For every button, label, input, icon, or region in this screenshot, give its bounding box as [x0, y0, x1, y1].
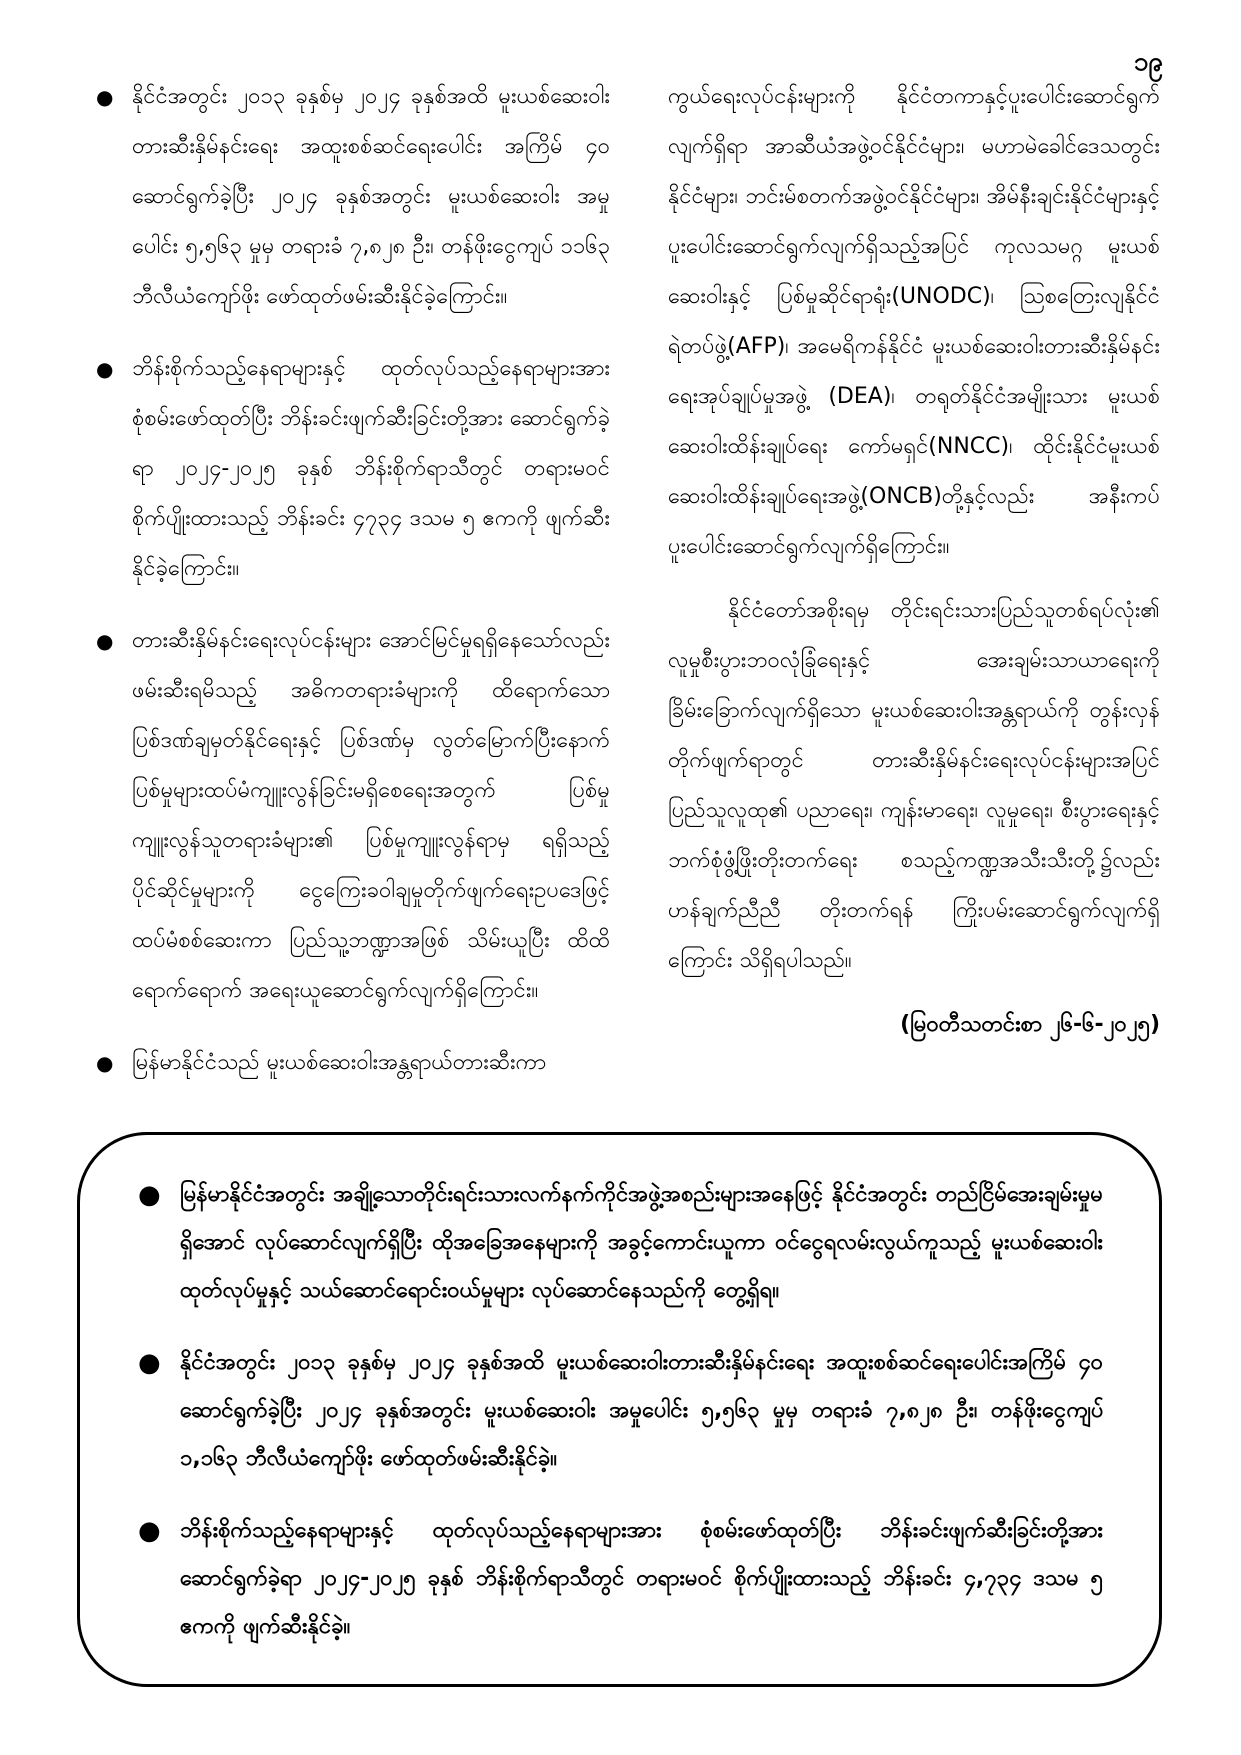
page-number: ၁၉	[1133, 47, 1163, 77]
list-item	[138, 1339, 1103, 1483]
bullet-icon: ●	[138, 1348, 161, 1378]
bullet-icon: ●	[138, 1516, 161, 1546]
bullet-icon: ●	[138, 1180, 161, 1210]
summary-bullet-list	[138, 1171, 1103, 1651]
bullet-icon: ●	[96, 85, 114, 109]
bullet-icon: ●	[96, 1051, 114, 1075]
list-item-text: မြန်မာနိုင်ငံသည် မူးယစ်ဆေးဝါးအန္တရာယ်တားဆီးကာ	[132, 1050, 547, 1075]
left-bullet-list	[92, 72, 610, 1088]
right-column	[668, 72, 1160, 1050]
list-item-text: တားဆီးနှိမ်နင်းရေးလုပ်ငန်းများ အောင်မြင်မှုရရှိနေသော်လည်း ဖမ်းဆီးရမိသည့် အဓိကတရားခံများကို ထိရောက်သော ပြစ်ဒဏ်ချမှတ်နိုင်ရေးနှင့် ပြစ်ဒဏ်မှ လွတ်မြောက်ပြီးနောက် ပြစ်မှုများထပ်မံကျူးလွန်ခြင်းမရှိစေရေးအတွက် ပြစ်မှုကျူးလွန်သူတရားခံများ၏ ပြစ်မှုကျူးလွန်ရာမှ ရရှိသည့်ပိုင်ဆိုင်မှုများကို ငွေကြေးခဝါချမှုတိုက်ဖျက်ရေးဥပဒေဖြင့် ထပ်မံစစ်ဆေးကာ ပြည်သူ့ဘဏ္ဍာအဖြစ် သိမ်းယူပြီး ထိထိရောက်ရောက် အရေးယူဆောင်ရွက်လျက်ရှိကြောင်း။	[132, 628, 610, 1003]
list-item-text: ဘိန်းစိုက်သည့်နေရာများနှင့် ထုတ်လုပ်သည့်နေရာများအား စုံစမ်းဖော်ထုတ်ပြီး ဘိန်းခင်းဖျက်ဆီးခြင်းတို့အား ဆောင်ရွက်ခဲ့ရာ ၂၀၂၄-၂၀၂၅ ခုနှစ် ဘိန်းစိုက်ရာသီတွင် တရားမဝင် စိုက်ပျိုးထားသည့် ဘိန်းခင်း ၄,၇၃၄ ဒသမ ၅ ဧကကို ဖျက်ဆီးနိုင်ခဲ့။	[180, 1518, 1103, 1639]
list-item	[92, 616, 610, 1016]
list-item-text: မြန်မာနိုင်ငံအတွင်း အချို့သောတိုင်းရင်းသားလက်နက်ကိုင်အဖွဲ့အစည်းများအနေဖြင့် နိုင်ငံအတွင်း တည်ငြိမ်အေးချမ်းမှုမရှိအောင် လုပ်ဆောင်လျက်ရှိပြီး ထိုအခြေအနေများကို အခွင့်ကောင်းယူကာ ဝင်ငွေရလမ်းလွယ်ကူသည့် မူးယစ်ဆေးဝါးထုတ်လုပ်မှုနှင့် သယ်ဆောင်ရောင်းဝယ်မှုများ လုပ်ဆောင်နေသည်ကို တွေ့ရှိရ။	[180, 1182, 1103, 1303]
list-item-text: ဘိန်းစိုက်သည့်နေရာများနှင့် ထုတ်လုပ်သည့်နေရာများအား စုံစမ်းဖော်ထုတ်ပြီး ဘိန်းခင်းဖျက်ဆီးခြင်းတို့အား ဆောင်ရွက်ခဲ့ရာ ၂၀၂၄-၂၀၂၅ ခုနှစ် ဘိန်းစိုက်ရာသီတွင် တရားမဝင် စိုက်ပျိုးထားသည့် ဘိန်းခင်း ၄၇၃၄ ဒသမ ၅ ဧကကို ဖျက်ဆီးနိုင်ခဲ့ကြောင်း။	[132, 356, 610, 581]
list-item	[92, 72, 610, 322]
list-item-text: နိုင်ငံအတွင်း ၂၀၁၃ ခုနှစ်မှ ၂၀၂၄ ခုနှစ်အထိ မူးယစ်ဆေးဝါးတားဆီးနှိမ်နင်းရေး အထူးစစ်ဆင်ရေးပေါင်းအကြိမ် ၄၀ ဆောင်ရွက်ခဲ့ပြီး ၂၀၂၄ ခုနှစ်အတွင်း မူးယစ်ဆေးဝါး အမှုပေါင်း ၅,၅၆၃ မှုမှ တရားခံ ၇,၈၂၈ ဦး၊ တန်ဖိုးငွေကျပ် ၁,၁၆၃ ဘီလီယံကျော်ဖိုး ဖော်ထုတ်ဖမ်းဆီးနိုင်ခဲ့။	[180, 1350, 1103, 1471]
summary-box	[77, 1132, 1162, 1687]
continuation-paragraph: ကွယ်ရေးလုပ်ငန်းများကို နိုင်ငံတကာနှင့်ပူးပေါင်းဆောင်ရွက်လျက်ရှိရာ အာဆီယံအဖွဲ့ဝင်နိုင်ငံများ၊ မဟာမဲခေါင်ဒေသတွင်းနိုင်ငံများ၊ ဘင်းမ်စတက်အဖွဲ့ဝင်နိုင်ငံများ၊ အိမ်နီးချင်းနိုင်ငံများနှင့် ပူးပေါင်းဆောင်ရွက်လျက်ရှိသည့်အပြင် ကုလသမဂ္ဂ မူးယစ်ဆေးဝါးနှင့် ပြစ်မှုဆိုင်ရာရုံး(UNODC)၊ သြစတြေးလျနိုင်ငံ ရဲတပ်ဖွဲ့(AFP)၊ အမေရိကန်နိုင်ငံ မူးယစ်ဆေးဝါးတားဆီးနှိမ်နင်းရေးအုပ်ချုပ်မှုအဖွဲ့ (DEA)၊ တရုတ်နိုင်ငံအမျိုးသား မူးယစ်ဆေးဝါးထိန်းချုပ်ရေး ကော်မရှင်(NNCC)၊ ထိုင်းနိုင်ငံမူးယစ်ဆေးဝါးထိန်းချုပ်ရေးအဖွဲ့(ONCB)တို့နှင့်လည်း အနီးကပ်ပူးပေါင်းဆောင်ရွက်လျက်ရှိကြောင်း။	[668, 84, 1160, 559]
source-citation: (မြဝတီသတင်းစာ ၂၆-၆-၂၀၂၅)	[900, 1012, 1160, 1037]
list-item	[92, 344, 610, 594]
list-item-text: နိုင်ငံအတွင်း ၂၀၁၃ ခုနှစ်မှ ၂၀၂၄ ခုနှစ်အထိ မူးယစ်ဆေးဝါးတားဆီးနှိမ်နင်းရေး အထူးစစ်ဆင်ရေးပေါင်း အကြိမ် ၄၀ ဆောင်ရွက်ခဲ့ပြီး ၂၀၂၄ ခုနှစ်အတွင်း မူးယစ်ဆေးဝါး အမှုပေါင်း ၅,၅၆၃ မှုမှ တရားခံ ၇,၈၂၈ ဦး၊ တန်ဖိုးငွေကျပ် ၁၁၆၃ ဘီလီယံကျော်ဖိုး ဖော်ထုတ်ဖမ်းဆီးနိုင်ခဲ့ကြောင်း။	[132, 84, 610, 309]
left-column	[92, 72, 610, 1110]
list-item	[138, 1171, 1103, 1315]
bullet-icon: ●	[96, 357, 114, 381]
body-paragraph: နိုင်ငံတော်အစိုးရမှ တိုင်းရင်းသားပြည်သူတစ်ရပ်လုံး၏ လူမှုစီးပွားဘဝလုံခြုံရေးနှင့် အေးချမ်းသာယာရေးကို ခြိမ်းခြောက်လျက်ရှိသော မူးယစ်ဆေးဝါးအန္တရာယ်ကို တွန်းလှန်တိုက်ဖျက်ရာတွင် တားဆီးနှိမ်နင်းရေးလုပ်ငန်းများအပြင် ပြည်သူလူထု၏ ပညာရေး၊ ကျန်းမာရေး၊ လူမှုရေး၊ စီးပွားရေးနှင့် ဘက်စုံဖွံ့ဖြိုးတိုးတက်ရေး စသည့်ကဏ္ဍအသီးသီးတို့၌လည်း ဟန်ချက်ညီညီ တိုးတက်ရန် ကြိုးပမ်းဆောင်ရွက်လျက်ရှိကြောင်း သိရှိရပါသည်။	[668, 598, 1160, 973]
list-item	[92, 1038, 610, 1088]
bullet-icon: ●	[96, 629, 114, 653]
list-item	[138, 1507, 1103, 1651]
